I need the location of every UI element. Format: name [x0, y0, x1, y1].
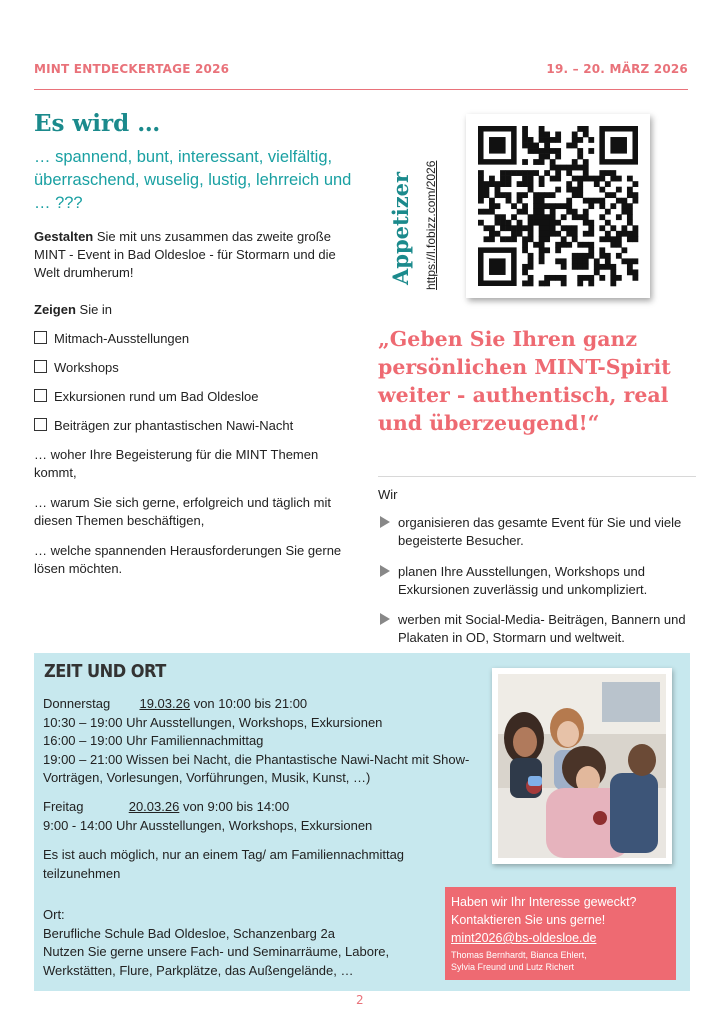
thursday-time: von 10:00 bis 21:00 — [190, 696, 308, 711]
wir-bullet — [380, 563, 690, 599]
checklist-label: Mitmach-Ausstellungen — [54, 331, 190, 346]
note: Es ist auch möglich, nur an einem Tag/ am Familiennachmittag teilzunehmen — [43, 847, 405, 881]
contact-email-link[interactable]: mint2026@bs-oldesloe.de — [451, 931, 597, 945]
header-divider — [34, 89, 688, 90]
zeigen-bold: Zeigen — [34, 302, 76, 317]
zeigen-text: Sie in — [75, 302, 113, 317]
checklist-item — [34, 417, 293, 435]
schedule-line: 19:00 – 21:00 Wissen bei Nacht, die Phantastische Nawi-Nacht mit Show-Vorträgen, Vorlesungen, Vorführungen, Musik, Kunst, …) — [43, 751, 470, 785]
event-photo — [492, 668, 672, 864]
schedule-line: 9:00 - 14:00 Uhr Ausstellungen, Workshops, Exkursionen — [43, 817, 373, 833]
friday-time: von 9:00 bis 14:00 — [179, 799, 290, 814]
thursday-heading — [43, 695, 483, 714]
wir-bullet-text: werben mit Social-Media- Beiträgen, Bannern und Plakaten in OD, Stormarn und weltweit. — [398, 612, 686, 645]
checklist-label: Beiträgen zur phantastischen Nawi-Nacht — [54, 418, 294, 433]
appetizer-label: Appetizer — [388, 171, 413, 285]
gestalten-text: Sie mit uns zusammen das zweite große MINT - Event in Bad Oldesloe - für Stormarn und die Welt drumherum! — [34, 229, 336, 280]
contact-line-1: Haben wir Ihr Interesse geweckt? — [451, 895, 637, 909]
thursday-block — [43, 695, 483, 788]
quote: „Geben Sie Ihren ganz persönlichen MINT-Spirit weiter - authentisch, real und überzeugend!“ — [378, 327, 671, 435]
friday-block — [43, 798, 483, 835]
ort-block — [43, 906, 443, 980]
subtitle: … spannend, bunt, interessant, vielfältig, überraschend, wuselig, lustig, lehrreich und … ??? — [34, 148, 352, 212]
checklist-label: Exkursionen rund um Bad Oldesloe — [54, 389, 259, 404]
triangle-bullet-icon — [380, 516, 390, 528]
checklist-item — [34, 359, 119, 377]
paragraph-warum: … warum Sie sich gerne, erfolgreich und täglich mit diesen Themen beschäftigen, — [34, 495, 331, 528]
checklist-item — [34, 388, 259, 406]
appetizer-block — [380, 120, 450, 295]
wir-bullet — [380, 514, 690, 550]
paragraph-begeisterung: … woher Ihre Begeisterung für die MINT Themen kommt, — [34, 447, 319, 480]
header-right: 19. – 20. MÄRZ 2026 — [546, 62, 688, 76]
triangle-bullet-icon — [380, 565, 390, 577]
wir-bullet-text: planen Ihre Ausstellungen, Workshops und Exkursionen zuverlässig und unkompliziert. — [398, 564, 648, 597]
checkbox-icon — [34, 389, 47, 402]
qr-code[interactable] — [466, 114, 650, 298]
appetizer-link[interactable]: https://l.fobizz.com/2026 — [424, 160, 438, 290]
contact-names-2: Sylvia Freund und Lutz Richert — [451, 962, 575, 972]
checkbox-icon — [34, 331, 47, 344]
contact-line-2: Kontaktieren Sie uns gerne! — [451, 913, 606, 927]
wir-label: Wir — [378, 487, 398, 502]
thursday-label: Donnerstag — [43, 696, 111, 711]
gestalten-paragraph — [34, 228, 352, 282]
qr-code-image — [466, 114, 650, 298]
friday-label: Freitag — [43, 799, 84, 814]
zeit-title: ZEIT UND ORT — [44, 661, 166, 682]
schedule-line: 16:00 – 19:00 Uhr Familiennachmittag — [43, 733, 264, 748]
page-number: 2 — [356, 993, 364, 1007]
wir-bullet — [380, 611, 690, 647]
friday-date: 20.03.26 — [128, 799, 180, 814]
triangle-bullet-icon — [380, 613, 390, 625]
wir-bullet-text: organisieren das gesamte Event für Sie und viele begeisterte Besucher. — [398, 515, 682, 548]
paragraph-herausforderungen: … welche spannenden Herausforderungen Sie gerne lösen möchten. — [34, 543, 342, 576]
page-title: Es wird … — [34, 110, 161, 137]
thursday-date: 19.03.26 — [139, 696, 191, 711]
checklist-label: Workshops — [54, 360, 119, 375]
checkbox-icon — [34, 418, 47, 431]
zeigen-paragraph — [34, 301, 112, 319]
ort-label: Ort: — [43, 907, 65, 922]
checklist-item — [34, 330, 189, 348]
contact-box — [445, 887, 676, 980]
gestalten-bold: Gestalten — [34, 229, 94, 244]
quote-divider — [378, 476, 696, 477]
ort-facilities: Nutzen Sie gerne unsere Fach- und Seminarräume, Labore, Werkstätten, Flure, Parkplätze, das Außengelände, … — [43, 944, 390, 978]
header-left: MINT ENTDECKERTAGE 2026 — [34, 62, 230, 76]
ort-address: Berufliche Schule Bad Oldesloe, Schanzenbarg 2a — [43, 925, 335, 941]
contact-names-1: Thomas Bernhardt, Bianca Ehlert, — [451, 950, 587, 960]
schedule-line: 10:30 – 19:00 Uhr Ausstellungen, Workshops, Exkursionen — [43, 714, 383, 730]
photo-image — [492, 668, 672, 864]
checkbox-icon — [34, 360, 47, 373]
friday-heading — [43, 798, 483, 817]
